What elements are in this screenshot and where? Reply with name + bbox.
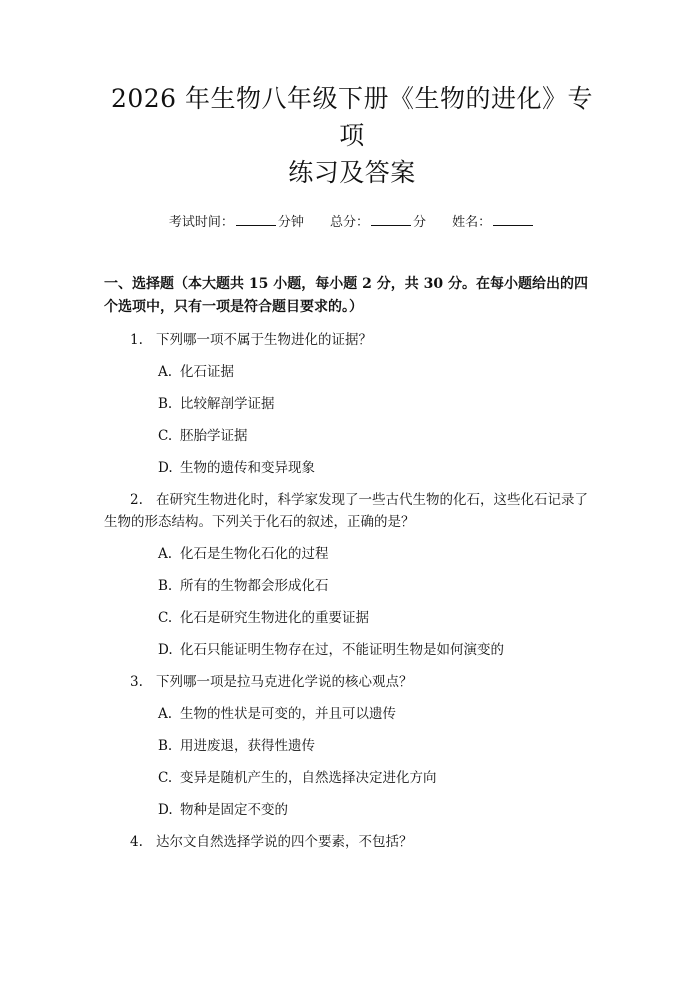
exam-time-label: 考试时间： [168,215,234,230]
option-text: 化石是研究生物进化的重要证据 [180,610,369,626]
option-letter: B. [158,396,173,412]
question-number: 3. [130,674,143,690]
option-list [104,543,600,661]
question-text: 下列哪一项不属于生物进化的证据？ [156,332,372,348]
option-text: 化石证据 [180,364,234,380]
option-text: 用进废退，获得性遗传 [180,738,315,754]
document-title [104,80,600,191]
option-letter: B. [158,578,173,594]
question-stem [104,831,600,853]
option-letter: B. [158,738,173,754]
option-c [104,425,600,447]
option-text: 比较解剖学证据 [180,396,275,412]
option-letter: D. [158,642,173,658]
option-list [104,703,600,821]
student-name-field [452,211,535,230]
option-text: 化石是生物化石化的过程 [180,546,329,562]
option-c [104,607,600,629]
option-letter: A. [158,364,173,380]
option-text: 生物的遗传和变异现象 [180,460,315,476]
option-c [104,767,600,789]
option-d [104,799,600,821]
option-a [104,361,600,383]
option-a [104,543,600,565]
option-letter: C. [158,428,173,444]
option-a [104,703,600,725]
option-text: 化石只能证明生物存在过，不能证明生物是如何演变的 [180,642,504,658]
question-stem [104,329,600,351]
option-text: 所有的生物都会形成化石 [180,578,329,594]
question-4 [104,831,600,853]
option-d [104,639,600,661]
option-letter: D. [158,460,173,476]
exam-time-blank [236,213,276,226]
exam-time-field [169,211,304,230]
option-letter: A. [158,546,173,562]
option-text: 变异是随机产生的，自然选择决定进化方向 [180,770,437,786]
question-number: 4. [130,834,143,850]
option-text: 生物的性状是可变的，并且可以遗传 [180,706,396,722]
total-score-blank [371,213,411,226]
title-line-2: 练习及答案 [288,158,416,187]
question-stem [104,671,600,693]
option-letter: A. [158,706,173,722]
section-heading: 一、选择题（本大题共 15 小题，每小题 2 分，共 30 分。在每小题给出的四个选项中，只有一项是符合题目要求的。） [104,276,588,315]
exam-time-unit: 分钟 [277,215,304,230]
exam-info-line [104,211,600,230]
student-name-blank [493,213,533,226]
option-letter: D. [158,802,173,818]
option-b [104,393,600,415]
option-text: 物种是固定不变的 [180,802,288,818]
question-2 [104,489,600,661]
option-text: 胚胎学证据 [180,428,248,444]
option-b [104,575,600,597]
option-letter: C. [158,770,173,786]
option-d [104,457,600,479]
title-line-1: 2026 年生物八年级下册《生物的进化》专项 [110,84,594,150]
question-stem [104,489,600,533]
question-text: 达尔文自然选择学说的四个要素，不包括？ [156,834,413,850]
option-letter: C. [158,610,173,626]
question-text: 下列哪一项是拉马克进化学说的核心观点？ [156,674,413,690]
total-score-field [330,211,426,230]
question-3 [104,671,600,821]
total-score-label: 总分： [329,215,369,230]
total-score-unit: 分 [413,215,427,230]
question-1 [104,329,600,479]
option-list [104,361,600,479]
question-number: 1. [130,332,143,348]
option-b [104,735,600,757]
student-name-label: 姓名： [452,215,492,230]
question-text: 在研究生物进化时，科学家发现了一些古代生物的化石，这些化石记录了生物的形态结构。下列关于化石的叙述，正确的是？ [104,492,588,530]
question-number: 2. [130,492,143,508]
document-page [0,80,700,985]
